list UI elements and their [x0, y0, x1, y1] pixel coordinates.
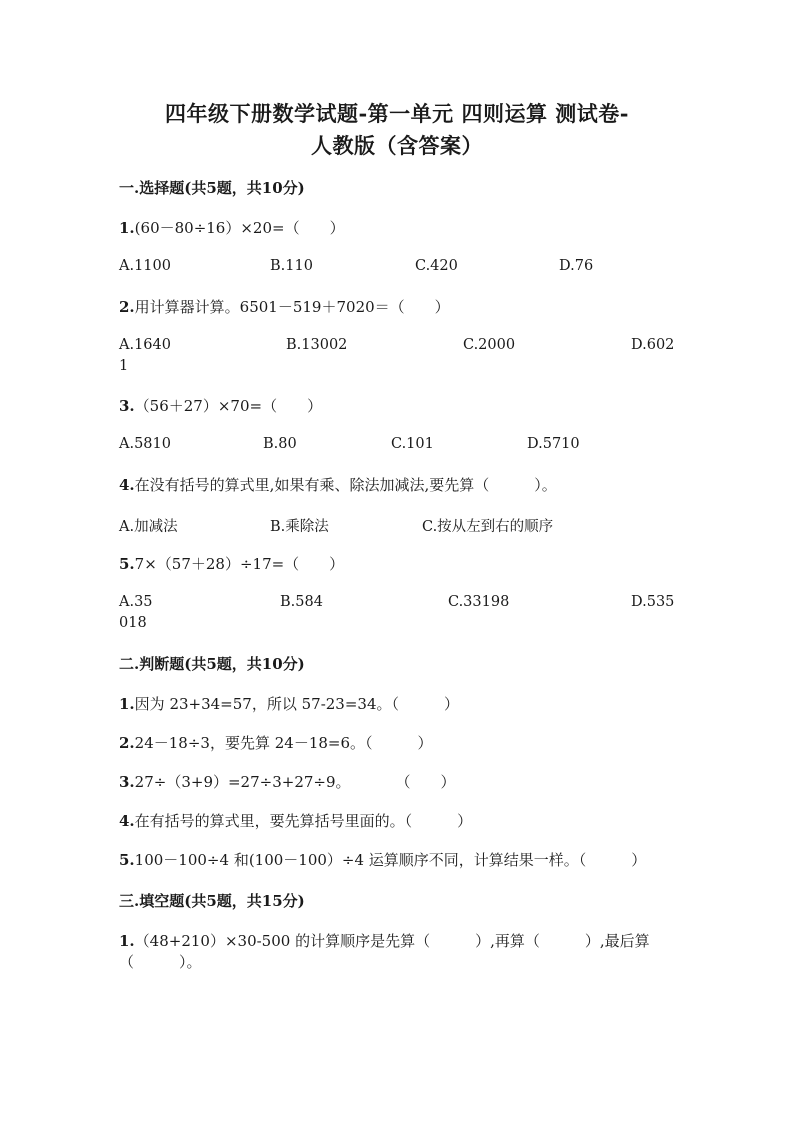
question-text: （56＋27）×70=（ ） [134, 397, 323, 415]
question-text: 在有括号的算式里，要先算括号里面的。（ ） [134, 812, 473, 830]
option-d: D.76 [559, 258, 594, 274]
option-c: C.2000 [463, 337, 516, 353]
question-text: 27÷（3+9）=27÷3+27÷9。 （ ） [134, 773, 456, 791]
option-a: A.加减法 [119, 519, 178, 535]
judge-question-4 [119, 810, 472, 831]
question-text: （48+210）×30-500 的计算顺序是先算（ ）,再算（ ）,最后算 [134, 932, 650, 950]
question-text: (60－80÷16）×20=（ ） [134, 219, 345, 237]
choice-question-3 [119, 395, 322, 416]
judge-question-3 [119, 771, 456, 792]
question-number: 3. [119, 773, 135, 791]
option-a: A.1100 [119, 258, 171, 274]
choice-question-2 [119, 296, 450, 317]
option-d: D.535 [631, 594, 675, 610]
question-number: 1. [119, 219, 135, 237]
option-a: A.5810 [119, 436, 171, 452]
question-number: 4. [119, 812, 135, 830]
judge-question-1 [119, 693, 459, 714]
page-title-line2: 人教版（含答案） [311, 133, 483, 158]
option-b: B.584 [280, 594, 323, 610]
question-text: 24－18÷3，要先算 24－18=6。（ ） [134, 734, 433, 752]
question-number: 5. [119, 851, 135, 869]
option-d: D.602 [631, 337, 675, 353]
option-a: A.1640 [119, 337, 171, 353]
option-b: B.110 [270, 258, 313, 274]
question-number: 2. [119, 298, 135, 316]
option-c: C.420 [415, 258, 458, 274]
option-b: B.乘除法 [270, 519, 329, 535]
question-number: 2. [119, 734, 135, 752]
question-number: 1. [119, 932, 135, 950]
option-c: C.按从左到右的顺序 [422, 519, 554, 535]
question-text: 7×（57＋28）÷17=（ ） [134, 555, 345, 573]
question-number: 4. [119, 476, 135, 494]
option-a: A.35 [119, 594, 153, 610]
page-title-line1: 四年级下册数学试题-第一单元 四则运算 测试卷- [164, 101, 630, 126]
option-d-wrap: 1 [119, 358, 129, 374]
choice-question-1 [119, 217, 345, 238]
question-text: 在没有括号的算式里,如果有乘、除法加减法,要先算（ ）。 [134, 476, 557, 494]
option-c: C.101 [391, 436, 434, 452]
option-c: C.33198 [448, 594, 510, 610]
question-number: 1. [119, 695, 135, 713]
question-number: 5. [119, 555, 135, 573]
choice-question-4 [119, 474, 557, 495]
judge-question-2 [119, 732, 433, 753]
question-text: 因为 23+34=57，所以 57-23=34。（ ） [134, 695, 460, 713]
question-text: 用计算器计算。6501－519＋7020＝（ ） [134, 298, 450, 316]
judge-question-5 [119, 849, 646, 870]
section-heading-fill: 三.填空题(共5题，共15分) [119, 892, 305, 910]
option-b: B.13002 [286, 337, 348, 353]
choice-question-5 [119, 553, 344, 574]
question-text: 100－100÷4 和(100－100）÷4 运算顺序不同，计算结果一样。（ ） [134, 851, 647, 869]
option-d: D.5710 [527, 436, 580, 452]
fill-question-1 [119, 930, 650, 951]
question-number: 3. [119, 397, 135, 415]
section-heading-choice: 一.选择题(共5题，共10分) [119, 179, 305, 197]
fill-question-1-wrap: （ ）。 [119, 953, 202, 971]
option-d-wrap: 018 [119, 615, 147, 631]
option-b: B.80 [263, 436, 297, 452]
section-heading-judge: 二.判断题(共5题，共10分) [119, 655, 305, 673]
